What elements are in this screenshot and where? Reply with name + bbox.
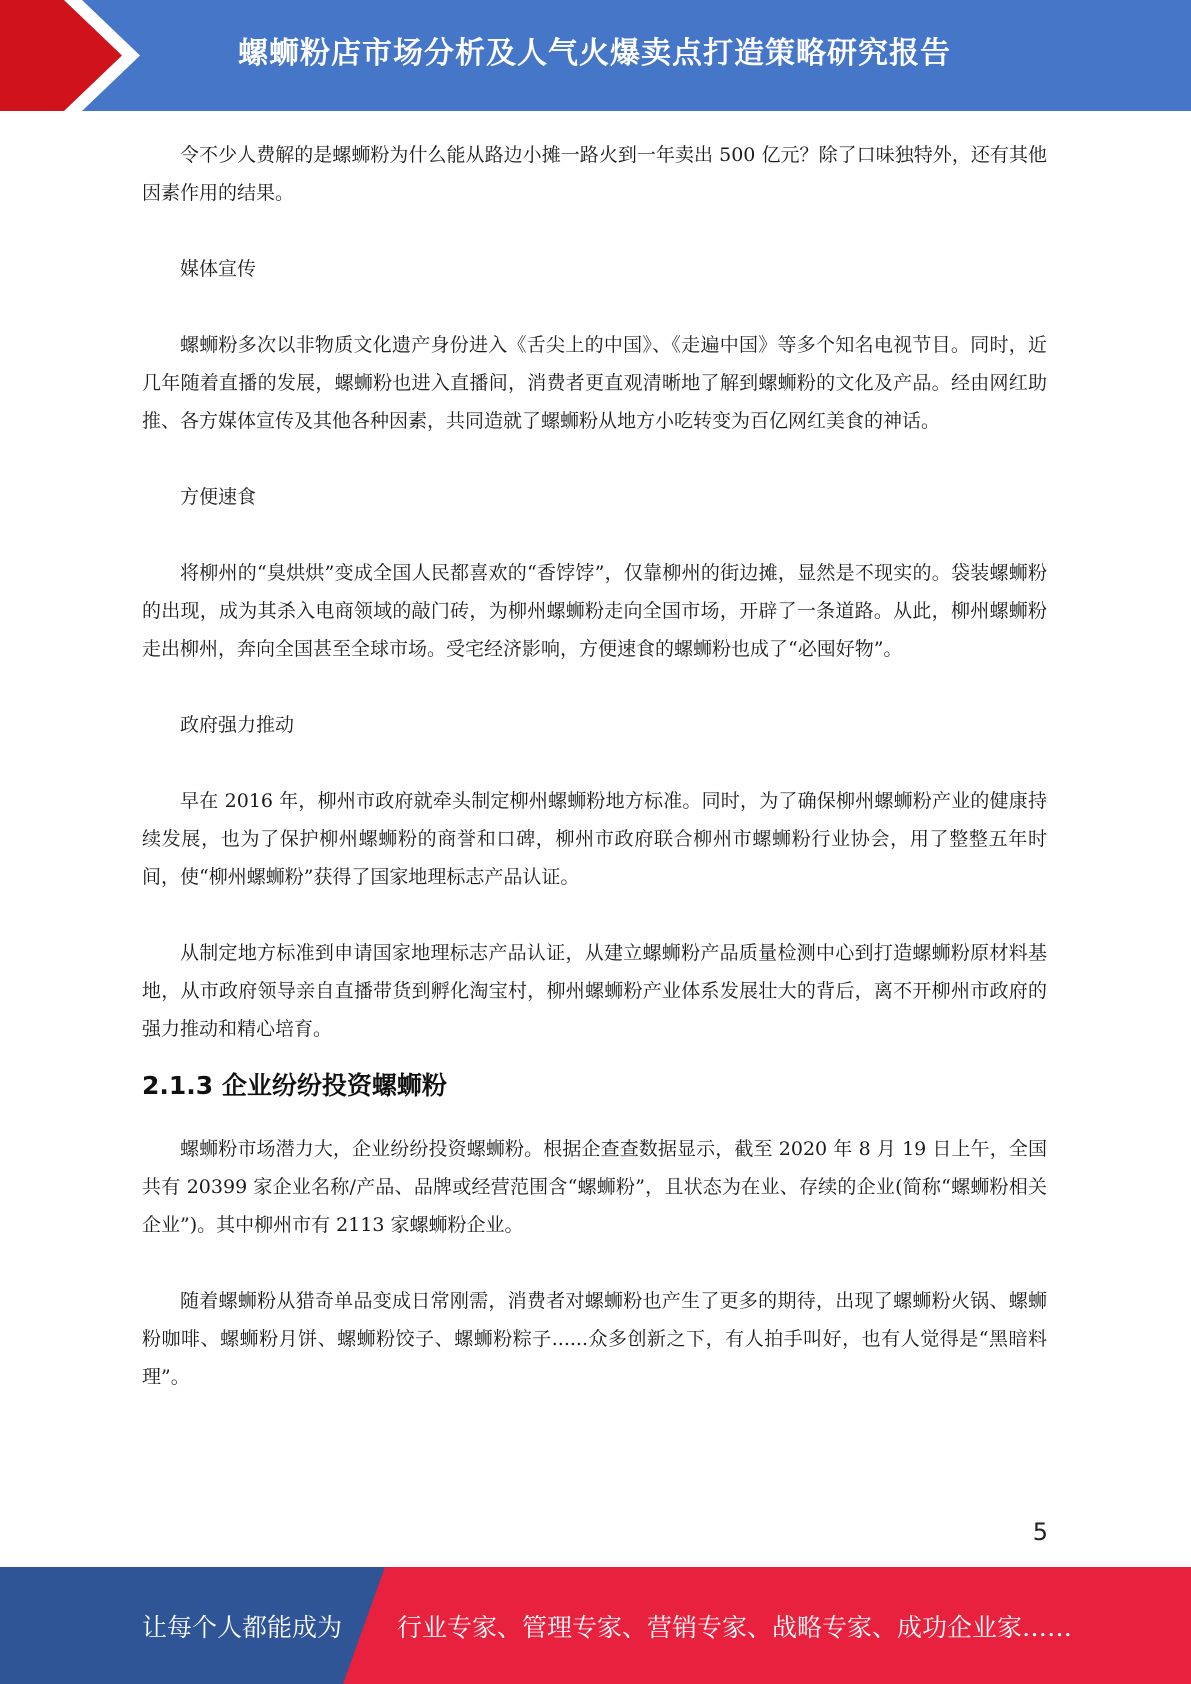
footer-slogan-left: 让每个人都能成为 bbox=[142, 1613, 343, 1642]
paragraph-media: 螺蛳粉多次以非物质文化遗产身份进入《舌尖上的中国》、《走遍中国》等多个知名电视节目。同时，近几年随着直播的发展，螺蛳粉也进入直播间，消费者更直观清晰地了解到螺蛳粉的文化及产品。经由网红助推、各方媒体宣传及其他各种因素，共同造就了螺蛳粉从地方小吃转变为百亿网红美食的神话。 bbox=[142, 334, 1047, 432]
paragraph-government-2: 从制定地方标准到申请国家地理标志产品认证，从建立螺蛳粉产品质量检测中心到打造螺蛳粉原材料基地，从市政府领导亲自直播带货到孵化淘宝村，柳州螺蛳粉产业体系发展壮大的背后，离不开柳州市政府的强力推动和精心培育。 bbox=[142, 942, 1047, 1040]
paragraph-innovation: 随着螺蛳粉从猎奇单品变成日常刚需，消费者对螺蛳粉也产生了更多的期待，出现了螺蛳粉火锅、螺蛳粉咖啡、螺蛳粉月饼、螺蛳粉饺子、螺蛳粉粽子......众多创新之下，有人拍手叫好，也有人觉得是“黑暗料理”。 bbox=[142, 1290, 1047, 1388]
page-number: 5 bbox=[1032, 1518, 1048, 1546]
subheading-convenience: 方便速食 bbox=[180, 486, 257, 508]
paragraph-convenience: 将柳州的“臭烘烘”变成全国人民都喜欢的“香饽饽”，仅靠柳州的街边摊，显然是不现实的。袋装螺蛳粉的出现，成为其杀入电商领域的敲门砖，为柳州螺蛳粉走向全国市场，开辟了一条道路。从此，柳州螺蛳粉走出柳州，奔向全国甚至全球市场。受宅经济影响，方便速食的螺蛳粉也成了“必囤好物”。 bbox=[142, 562, 1047, 660]
paragraph-government-1: 早在 2016 年，柳州市政府就牵头制定柳州螺蛳粉地方标准。同时，为了确保柳州螺蛳粉产业的健康持续发展，也为了保护柳州螺蛳粉的商誉和口碑，柳州市政府联合柳州市螺蛳粉行业协会，用了整整五年时间，使“柳州螺蛳粉”获得了国家地理标志产品认证。 bbox=[142, 790, 1047, 888]
footer-slogan-right: 行业专家、管理专家、营销专家、战略专家、成功企业家…… bbox=[397, 1613, 1073, 1642]
paragraph-intro: 令不少人费解的是螺蛳粉为什么能从路边小摊一路火到一年卖出 500 亿元？除了口味独特外，还有其他因素作用的结果。 bbox=[142, 144, 1047, 204]
subheading-government: 政府强力推动 bbox=[180, 714, 295, 736]
subheading-media: 媒体宣传 bbox=[180, 258, 257, 280]
paragraph-enterprises: 螺蛳粉市场潜力大，企业纷纷投资螺蛳粉。根据企查查数据显示，截至 2020 年 8 月 19 日上午，全国共有 20399 家企业名称/产品、品牌或经营范围含“螺蛳粉”，且状态为在业、存续的企业(简称“螺蛳粉相关企业”)。其中柳州市有 2113 家螺蛳粉企业。 bbox=[142, 1138, 1047, 1236]
section-heading: 2.1.3 企业纷纷投资螺蛳粉 bbox=[142, 1071, 447, 1100]
footer-banner bbox=[0, 1567, 1191, 1684]
header-banner bbox=[0, 0, 1191, 111]
report-title: 螺蛳粉店市场分析及人气火爆卖点打造策略研究报告 bbox=[238, 36, 951, 71]
document-body bbox=[142, 136, 1047, 1396]
